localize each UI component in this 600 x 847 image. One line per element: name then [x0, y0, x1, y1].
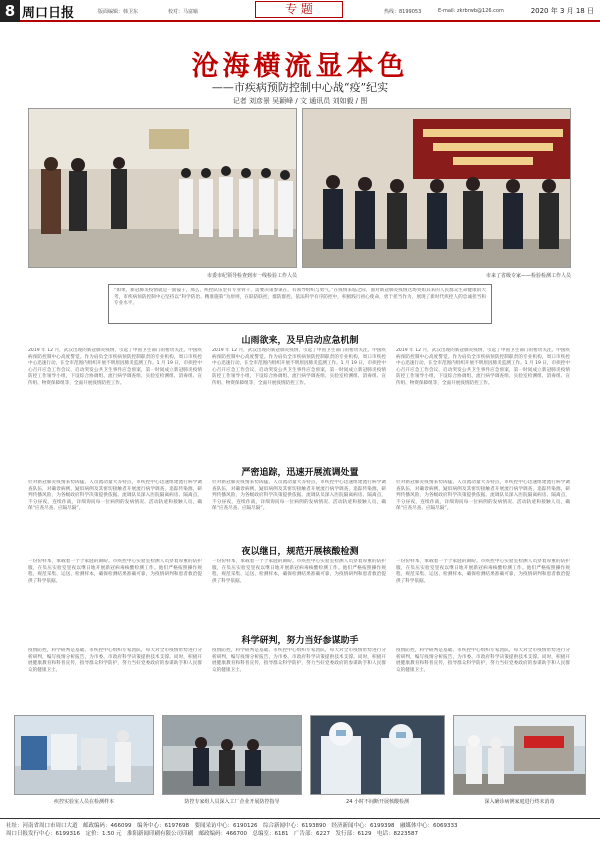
footer-line-1: 社址：河南省周口市周口大道 邮政编码：466099 编务中心：6197698 要闻采访中心：6190126 综合新闻中心：6193890 经济新闻中心：6199398 融媒体中心：6069333: [6, 823, 458, 829]
editor-label: 版面编辑：韩卫东: [98, 9, 139, 15]
email-label: E-mail: zkrbrwb@126.com: [438, 8, 504, 14]
paper-name: 周口日报: [22, 6, 75, 21]
section-4-col-3: 疫情防控，科学研判是基础。市疾控中心组织专家团队，每天对全市疫情形势进行分析研判，编写疫情分析报告，为市委、市政府科学决策提供技术支撑。同时，积极开展健康教育和科普宣传，指导群众科学防护，努力当好党委政府的参谋助手和人民群众的健康卫士。: [396, 648, 570, 673]
top-photo-left-caption: 市委市纪领导检查到市一线检验工作人员: [206, 273, 297, 279]
footer-line-2: 周口日报发行中心：6199316 定价：1.50 元 淮阳新闻印刷有限公司印刷 邮政编码：466700 总编室：6181 广告部：6227 发行部：6129 电话：8223587: [6, 831, 418, 837]
section-1-col-1: 2019 年 12 月，武汉出现的新冠肺炎疫情，引起了中国卫生部门的密切关注。中国疾病预防控制中心高度警觉。作为肩负全市疾病预防控制职责的专业机构，周口市疾控中心迅速行动，在全市范围内组织开展不明原因肺炎监测工作。1 月 19 日，市疾控中心召开应急工作会议，启动突发公共卫生事件应急预案，第一时间成立新冠肺炎疫情防控工作领导小组，下设综合协调组、流行病学调查组、实验室检测组、消毒组、宣传组、物资保障组等，全面开展疫情防控工作。: [28, 348, 202, 386]
section-4-col-1: 疫情防控，科学研判是基础。市疾控中心组织专家团队，每天对全市疫情形势进行分析研判，编写疫情分析报告，为市委、市政府科学决策提供技术支撑。同时，积极开展健康教育和科普宣传，指导群众科学防护，努力当好党委政府的参谋助手和人民群众的健康卫士。: [28, 648, 202, 673]
intro-box: [108, 284, 492, 324]
section-3-col-3: 一份份样本，承载着一个个家庭的期盼。市疾控中心实验室检测人员穿着厚重的防护服，在负压实验室里夜以继日地开展新冠病毒核酸检测工作。他们严格按照操作规程，规范采集、运送、检测样本，确保检测结果准确可靠，为疫情研判和患者救治提供了科学依据。: [396, 559, 570, 584]
section-2-col-3: 针对新冠肺炎疫情来势凶猛、人员流动量大等特点，市疾控中心迅速组建流行病学调查队伍，对确诊病例、疑似病例及其密切接触者开展流行病学调查，追踪传染源，研判传播风险，为各级政府科学决策提供依据。流调队员深入医院隔离病房、隔离点，不分昼夜，连续作战，详细询问每一位病例的发病情况、活动轨迹和接触人员，确保“应查尽查、应隔尽隔”。: [396, 480, 570, 512]
section-3-title: 夜以继日，规范开展核酸检测: [241, 547, 359, 557]
section-4-title: 科学研判，努力当好参谋助手: [241, 636, 359, 646]
section-1-col-2: 2019 年 12 月，武汉出现的新冠肺炎疫情，引起了中国卫生部门的密切关注。中国疾病预防控制中心高度警觉。作为肩负全市疾病预防控制职责的专业机构，周口市疾控中心迅速行动，在全市范围内组织开展不明原因肺炎监测工作。1 月 19 日，市疾控中心召开应急工作会议，启动突发公共卫生事件应急预案，第一时间成立新冠肺炎疫情防控工作领导小组，下设综合协调组、流行病学调查组、实验室检测组、消毒组、宣传组、物资保障组等，全面开展疫情防控工作。: [212, 348, 386, 386]
issue-date: 2020 年 3 月 18 日: [530, 7, 594, 15]
section-3-col-1: 一份份样本，承载着一个个家庭的期盼。市疾控中心实验室检测人员穿着厚重的防护服，在负压实验室里夜以继日地开展新冠病毒核酸检测工作。他们严格按照操作规程，规范采集、运送、检测样本，确保检测结果准确可靠，为疫情研判和患者救治提供了科学依据。: [28, 559, 202, 584]
top-photo-left: [28, 108, 297, 268]
proofreader-label: 校对：马富喻: [168, 9, 199, 15]
intro-text: “如果，新冠肺炎疫情就是一面镜子，那么，疾控队伍里有专业骨干，需要决策参谋在，有领导组织与勇气。”在疫情来临之际，面对新冠肺炎疫情这场突如其来的人民群众生命健康的大考，市疾病预防控制中心坚持以“科学防治、精准施策”为原则，在联防联控、群防群控、依法科学有序防控中，积极践行初心使命，勇于担当作为，展现了新时代疾控人的忠诚担当和专业水平。: [114, 288, 486, 307]
section-2-col-1: 针对新冠肺炎疫情来势凶猛、人员流动量大等特点，市疾控中心迅速组建流行病学调查队伍，对确诊病例、疑似病例及其密切接触者开展流行病学调查，追踪传染源，研判传播风险，为各级政府科学决策提供依据。流调队员深入医院隔离病房、隔离点，不分昼夜，连续作战，详细询问每一位病例的发病情况、活动轨迹和接触人员，确保“应查尽查、应隔尽隔”。: [28, 480, 202, 512]
section-1-col-3: 2019 年 12 月，武汉出现的新冠肺炎疫情，引起了中国卫生部门的密切关注。中国疾病预防控制中心高度警觉。作为肩负全市疾病预防控制职责的专业机构，周口市疾控中心迅速行动，在全市范围内组织开展不明原因肺炎监测工作。1 月 19 日，市疾控中心召开应急工作会议，启动突发公共卫生事件应急预案，第一时间成立新冠肺炎疫情防控工作领导小组，下设综合协调组、流行病学调查组、实验室检测组、消毒组、宣传组、物资保障组等，全面开展疫情防控工作。: [396, 348, 570, 386]
subheadline: ——市疾病预防控制中心战“疫”纪实: [211, 81, 389, 94]
section-1-title: 山雨欲来，及早启动应急机制: [241, 336, 359, 346]
section-2-col-2: 针对新冠肺炎疫情来势凶猛、人员流动量大等特点，市疾控中心迅速组建流行病学调查队伍，对确诊病例、疑似病例及其密切接触者开展流行病学调查，追踪传染源，研判传播风险，为各级政府科学决策提供依据。流调队员深入医院隔离病房、隔离点，不分昼夜，连续作战，详细询问每一位病例的发病情况、活动轨迹和接触人员，确保“应查尽查、应隔尽隔”。: [212, 480, 386, 512]
page-footer: [0, 818, 600, 847]
hotline-label: 热线：8199053: [384, 9, 422, 15]
section-tag: 专 题: [255, 1, 343, 18]
bottom-photo-3: [310, 715, 445, 795]
section-3-col-2: 一份份样本，承载着一个个家庭的期盼。市疾控中心实验室检测人员穿着厚重的防护服，在负压实验室里夜以继日地开展新冠病毒核酸检测工作。他们严格按照操作规程，规范采集、运送、检测样本，确保检测结果准确可靠，为疫情研判和患者救治提供了科学依据。: [212, 559, 386, 584]
bottom-photo-1-caption: 疾控实验室人员在检测样本: [53, 799, 114, 805]
headline: 沧海横流显本色: [191, 51, 409, 82]
top-photo-right: [302, 108, 571, 268]
bottom-photo-3-caption: 24 小时不间断开展核酸检测: [346, 799, 409, 805]
bottom-photo-2-caption: 防控专家组人员深入工厂企业开展防控指导: [184, 799, 280, 805]
section-2-title: 严密追踪，迅速开展流调处置: [241, 468, 359, 478]
section-4-col-2: 疫情防控，科学研判是基础。市疾控中心组织专家团队，每天对全市疫情形势进行分析研判，编写疫情分析报告，为市委、市政府科学决策提供技术支撑。同时，积极开展健康教育和科普宣传，指导群众科学防护，努力当好党委政府的参谋助手和人民群众的健康卫士。: [212, 648, 386, 673]
top-photo-right-caption: 市来了省级专家——检验检测工作人员: [485, 273, 571, 279]
page-header: [0, 0, 600, 22]
page-number: 8: [0, 0, 20, 22]
byline: 记者 刘彦景 吴颖峰 / 文 通讯员 刘如毅 / 图: [232, 97, 368, 105]
bottom-photo-4: [453, 715, 586, 795]
bottom-photo-2: [162, 715, 302, 795]
bottom-photo-1: [14, 715, 154, 795]
bottom-photo-4-caption: 深入确诊病例家庭进行终末消毒: [484, 799, 555, 805]
